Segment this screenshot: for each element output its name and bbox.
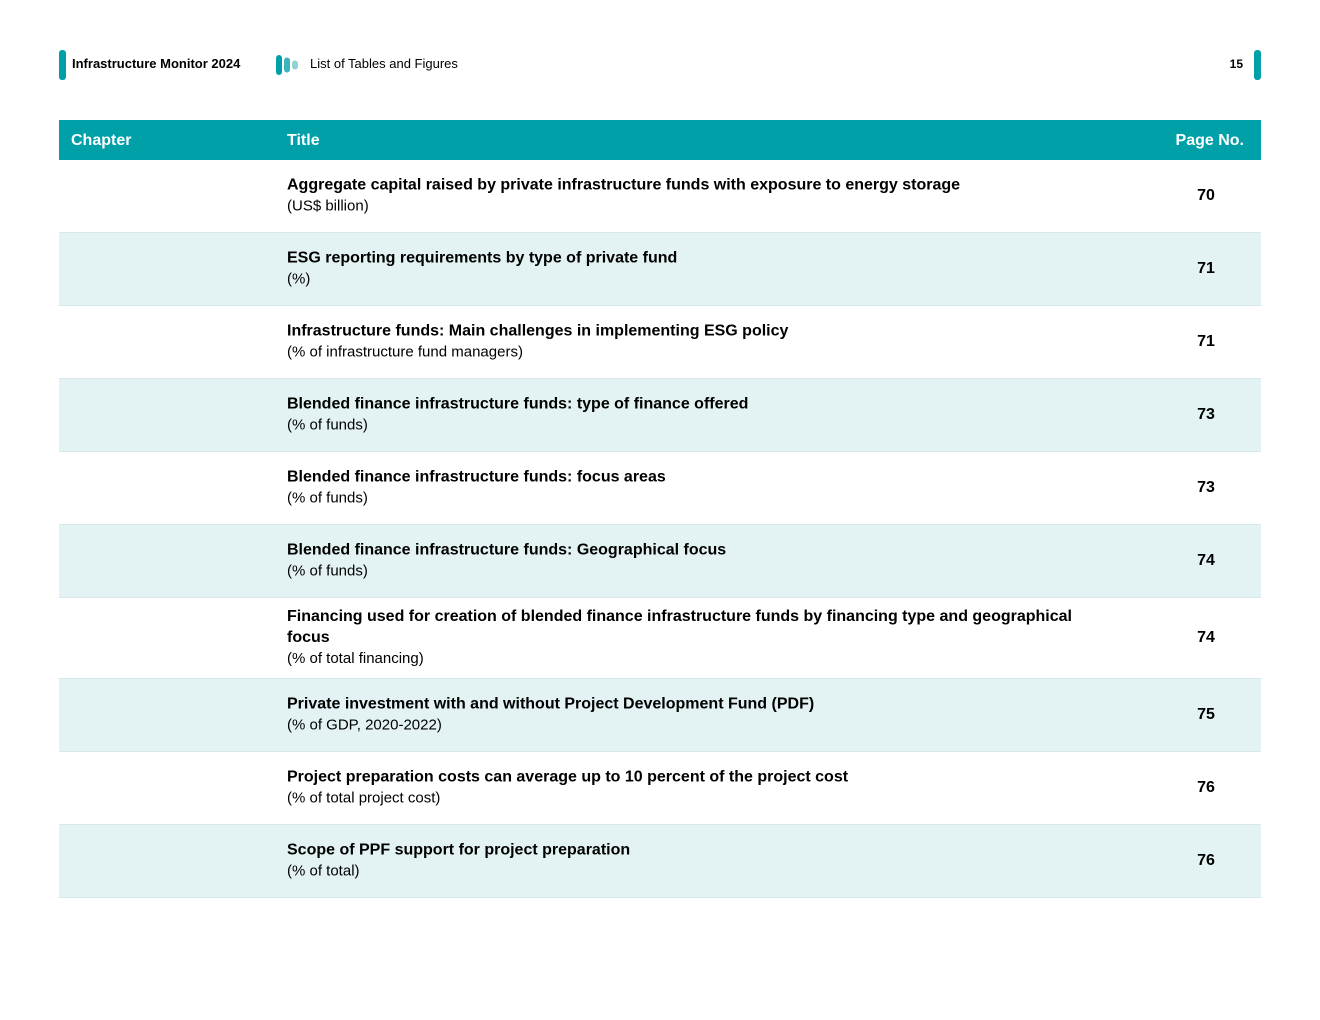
entry-title: Blended finance infrastructure funds: type of finance offered xyxy=(287,395,749,413)
table-row xyxy=(59,525,1261,598)
entry-unit: (% of infrastructure fund managers) xyxy=(287,343,523,361)
title-cell xyxy=(287,767,1117,810)
chapter-cell xyxy=(59,233,269,305)
table-row xyxy=(59,379,1261,452)
bars-divider-icon xyxy=(276,55,302,75)
entry-title: Aggregate capital raised by private infrastructure funds with exposure to energy storage xyxy=(287,176,961,194)
entry-title: Blended finance infrastructure funds: focus areas xyxy=(287,468,666,486)
column-header-chapter: Chapter xyxy=(71,132,132,149)
title-cell xyxy=(287,248,1117,291)
chapter-cell xyxy=(59,452,269,524)
page-cell: 76 xyxy=(1197,852,1215,869)
page-cell: 75 xyxy=(1197,706,1215,723)
column-header-title: Title xyxy=(287,132,320,149)
entry-title: Scope of PPF support for project preparation xyxy=(287,841,631,859)
title-cell xyxy=(287,540,1117,583)
entry-title: Private investment with and without Project Development Fund (PDF) xyxy=(287,695,815,713)
header-accent-right xyxy=(1254,50,1261,80)
title-cell xyxy=(287,606,1117,670)
chapter-cell xyxy=(59,306,269,378)
chapter-cell xyxy=(59,825,269,897)
column-header-page: Page No. xyxy=(1175,132,1244,149)
chapter-cell xyxy=(59,752,269,824)
entry-unit: (% of total project cost) xyxy=(287,789,441,807)
page-cell: 76 xyxy=(1197,779,1215,796)
chapter-cell xyxy=(59,525,269,597)
table-row xyxy=(59,452,1261,525)
title-cell xyxy=(287,840,1117,883)
entry-unit: (% of funds) xyxy=(287,562,368,580)
table-header-row xyxy=(59,120,1261,160)
entry-unit: (% of funds) xyxy=(287,416,368,434)
page-cell: 73 xyxy=(1197,479,1215,496)
table-row xyxy=(59,679,1261,752)
title-cell xyxy=(287,321,1117,364)
title-cell xyxy=(287,175,1117,218)
entry-unit: (US$ billion) xyxy=(287,197,369,215)
entry-title: Project preparation costs can average up to 10 percent of the project cost xyxy=(287,768,849,786)
chapter-cell xyxy=(59,160,269,232)
title-cell xyxy=(287,694,1117,737)
entry-unit: (%) xyxy=(287,270,311,288)
entry-title: Blended finance infrastructure funds: Geographical focus xyxy=(287,541,727,559)
table-row xyxy=(59,752,1261,825)
page-cell: 71 xyxy=(1197,260,1215,277)
document-title: Infrastructure Monitor 2024 xyxy=(72,56,241,71)
entry-unit: (% of total financing) xyxy=(287,650,424,667)
section-label: List of Tables and Figures xyxy=(310,56,458,71)
entry-unit: (% of GDP, 2020-2022) xyxy=(287,716,442,734)
table-row xyxy=(59,233,1261,306)
table-row xyxy=(59,598,1261,679)
entry-title: Financing used for creation of blended finance infrastructure funds by financing type and geographical focus xyxy=(287,608,1072,646)
entry-title: Infrastructure funds: Main challenges in implementing ESG policy xyxy=(287,322,789,340)
chapter-cell xyxy=(59,679,269,751)
tables-figures-list xyxy=(59,120,1261,898)
entry-unit: (% of funds) xyxy=(287,489,368,507)
page-cell: 71 xyxy=(1197,333,1215,350)
chapter-cell xyxy=(59,598,269,678)
title-cell xyxy=(287,394,1117,437)
header-accent-left xyxy=(59,50,66,80)
table-row xyxy=(59,306,1261,379)
page-number: 15 xyxy=(1229,57,1243,71)
page-header xyxy=(59,50,1261,80)
page-cell: 70 xyxy=(1197,187,1215,204)
table-row xyxy=(59,160,1261,233)
entry-title: ESG reporting requirements by type of private fund xyxy=(287,249,678,267)
title-cell xyxy=(287,467,1117,510)
page-cell: 73 xyxy=(1197,406,1215,423)
entry-unit: (% of total) xyxy=(287,862,360,880)
page-cell: 74 xyxy=(1197,552,1215,569)
chapter-cell xyxy=(59,379,269,451)
page-cell: 74 xyxy=(1197,629,1215,646)
table-row xyxy=(59,825,1261,898)
